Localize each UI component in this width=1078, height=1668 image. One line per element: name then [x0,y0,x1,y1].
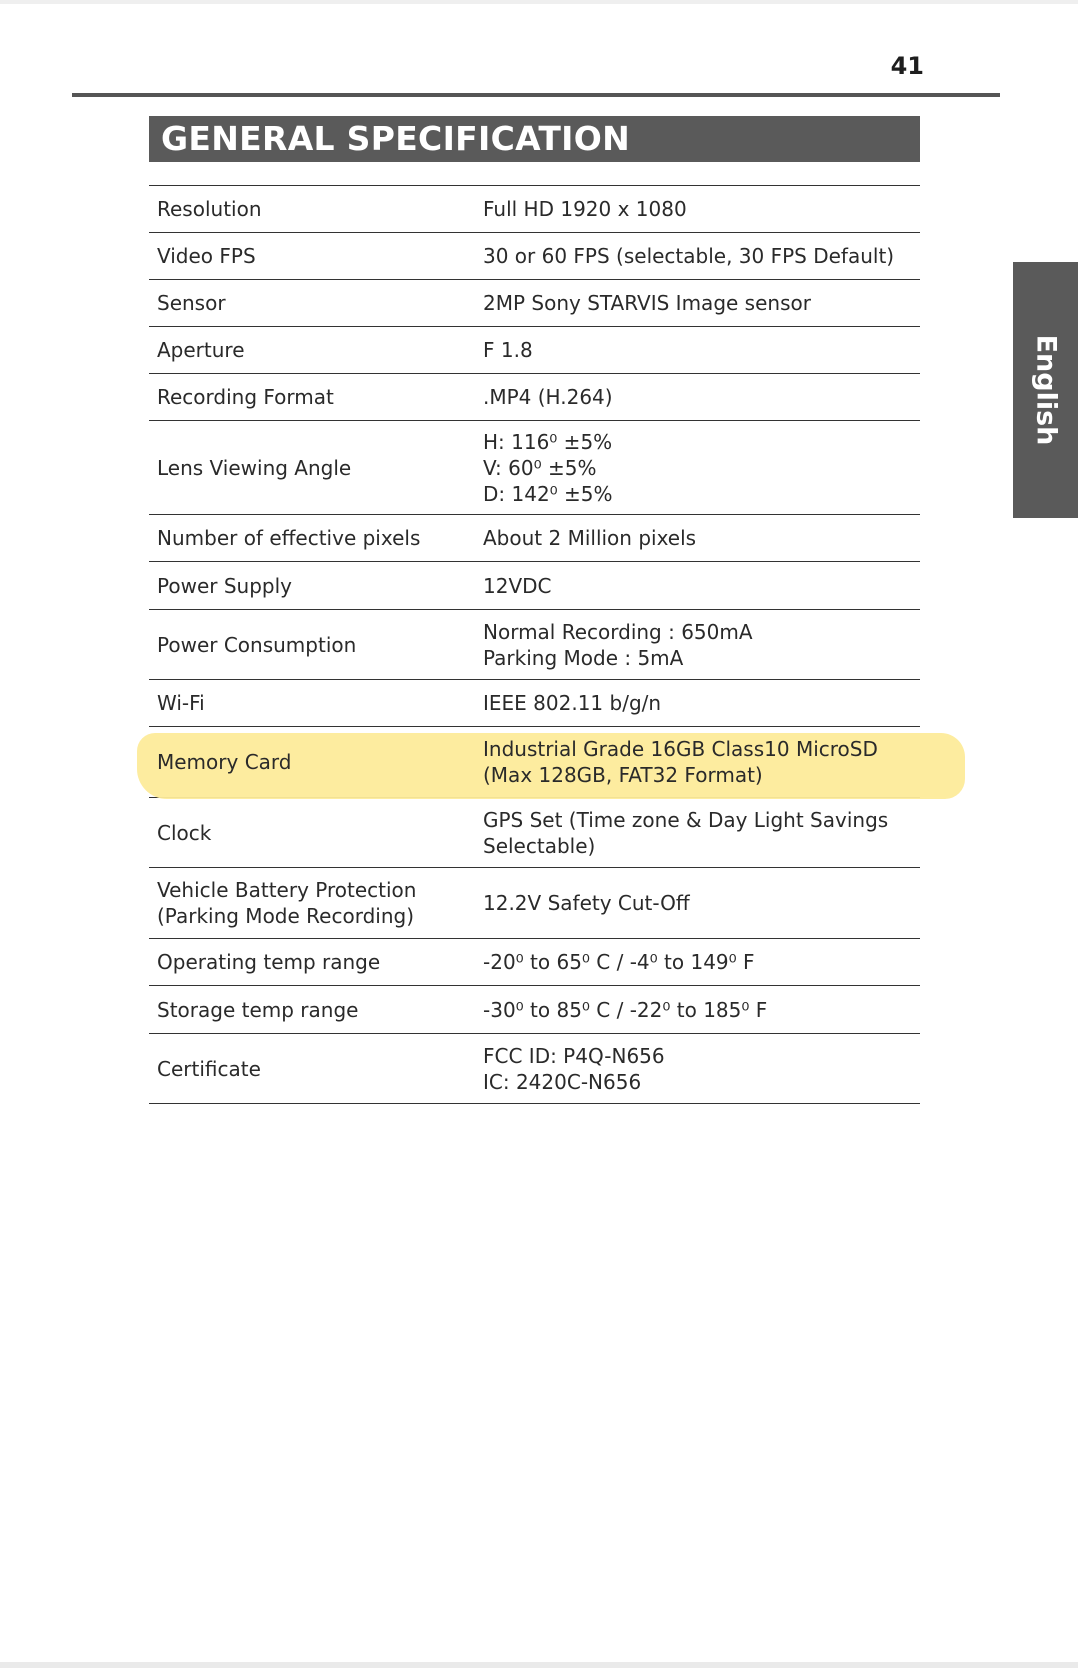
spec-label: Lens Viewing Angle [157,455,352,480]
top-edge [0,0,1078,4]
table-row [149,185,920,232]
spec-label: Clock [157,820,212,845]
spec-value: 12.2V Safety Cut-Off [483,891,690,915]
spec-value: 2MP Sony STARVIS Image sensor [483,291,811,315]
table-row-highlighted [149,726,920,797]
spec-value: Full HD 1920 x 1080 [483,197,687,221]
table-row [149,797,920,867]
spec-label: Wi-Fi [157,691,205,715]
table-row [149,420,920,514]
spec-table [149,185,920,1104]
spec-label: Resolution [157,197,262,221]
spec-value: .MP4 (H.264) [483,385,613,409]
spec-value: Normal Recording : 650mA Parking Mode : 5mA [483,619,753,670]
spec-label: Aperture [157,338,245,362]
page-number: 41 [890,52,924,80]
table-row [149,279,920,326]
table-row [149,514,920,561]
spec-label: Storage temp range [157,997,359,1022]
spec-label: Number of effective pixels [157,526,421,550]
spec-label: Power Consumption [157,632,357,657]
table-row [149,232,920,279]
table-row [149,373,920,420]
table-row [149,561,920,609]
spec-value: H: 116⁰ ±5% V: 60⁰ ±5% D: 142⁰ ±5% [483,429,613,506]
table-row [149,985,920,1033]
spec-label: Recording Format [157,385,334,409]
spec-value: 12VDC [483,573,552,598]
header-rule [72,93,1000,97]
table-row [149,938,920,985]
spec-label: Sensor [157,291,226,315]
section-title: GENERAL SPECIFICATION [149,116,920,162]
table-row [149,679,920,726]
spec-label: Video FPS [157,244,256,268]
spec-label: Vehicle Battery Protection (Parking Mode Recording) [157,878,417,928]
spec-value: IEEE 802.11 b/g/n [483,691,662,715]
language-tab [1013,262,1078,518]
spec-value: FCC ID: P4Q-N656 IC: 2420C-N656 [483,1043,665,1094]
spec-value: -20⁰ to 65⁰ C / -4⁰ to 149⁰ F [483,950,755,974]
spec-value: Industrial Grade 16GB Class10 MicroSD (Max 128GB, FAT32 Format) [483,737,878,787]
spec-value: About 2 Million pixels [483,526,697,550]
spec-label: Certificate [157,1056,261,1081]
spec-value: GPS Set (Time zone & Day Light Savings Selectable) [483,807,889,858]
spec-label: Power Supply [157,573,292,598]
language-tab-label: English [1030,334,1061,446]
bottom-edge [0,1662,1078,1668]
table-row [149,609,920,679]
spec-value: 30 or 60 FPS (selectable, 30 FPS Default) [483,244,895,268]
spec-value: -30⁰ to 85⁰ C / -22⁰ to 185⁰ F [483,997,768,1022]
spec-value: F 1.8 [483,338,533,362]
spec-label: Memory Card [157,750,292,774]
table-row [149,326,920,373]
table-row [149,867,920,938]
table-row [149,1033,920,1104]
spec-label: Operating temp range [157,950,381,974]
